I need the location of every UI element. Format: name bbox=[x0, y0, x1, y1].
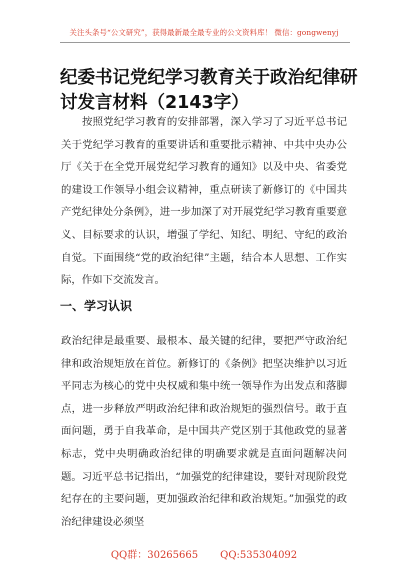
intro-paragraph: 按照党纪学习教育的安排部署，深入学习了习近平总书记关于党纪学习教育的重要讲话和重要批示精神、中共中央办公厅《关于在全党开展党纪学习教育的通知》以及中央、省委党的建设工作领导小组会议精神，重点研读了新修订的《中国共产党纪律处分条例》，进一步加深了对开展党纪学习教育重要意义、目标要求的认识，增强了学纪、知纪、明纪、守纪的政治自觉。下面围绕“党的政治纪律”主题，结合本人思想、工作实际，作如下交流发言。 bbox=[61, 116, 347, 287]
page-footer bbox=[0, 546, 408, 561]
footer-qq-group: QQ群：30265665 bbox=[110, 550, 199, 561]
page-header-promo: 关注头条号“公文研究”，获得最新最全最专业的公文资料库！ 微信：gongwenyj bbox=[69, 28, 339, 37]
section-heading-study: 一、学习认识 bbox=[60, 299, 133, 313]
section-paragraph: 政治纪律是最重要、最根本、最关键的纪律，要把严守政治纪律和政治规矩放在首位。新修订的《条例》把坚决维护以习近平同志为核心的党中央权威和集中统一领导作为出发点和落脚点，进一步释放严明政治纪律和政治规矩的强烈信号。敢于直面问题，勇于自我革命，是中国共产党区别于其他政党的显著标志，党中央明确政治纪律的明确要求就是直面问题解决问题。习近平总书记指出，“加强党的纪律建设，要针对现阶段党纪存在的主要问题，更加强政治纪律和政治规矩。”加强党的政治纪律建设必须坚 bbox=[61, 335, 347, 528]
document-title: 纪委书记党纪学习教育关于政治纪律研讨发言材料（2143字） bbox=[60, 68, 358, 113]
header-divider bbox=[60, 42, 350, 43]
footer-qq: QQ:535304092 bbox=[220, 550, 298, 561]
